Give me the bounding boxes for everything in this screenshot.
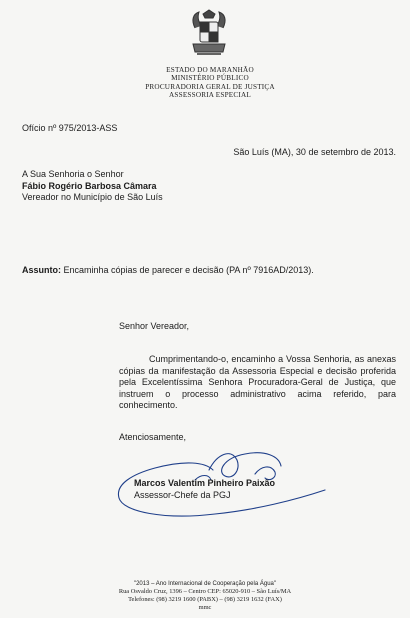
footer-address: Rua Osvaldo Cruz, 1396 – Centro CEP: 65020-910 – São Luís/MA [118, 588, 292, 595]
subject-line [22, 265, 314, 275]
footer [70, 580, 340, 612]
coat-of-arms-icon [189, 8, 229, 60]
recipient-title: A Sua Senhoria o Senhor [22, 169, 124, 179]
header-department: ASSESSORIA ESPECIAL [169, 91, 251, 100]
closing: Atenciosamente, [119, 432, 187, 442]
recipient-block [22, 169, 163, 204]
subject-label: Assunto: [22, 265, 61, 275]
signer-name: Marcos Valentim Pinheiro Paixão [134, 478, 276, 488]
signer-role: Assessor-Chefe da PGJ [134, 490, 231, 500]
letter-body: Cumprimentando-o, encaminho a Vossa Senhoria, as anexas cópias da manifestação da Assessoria Especial e decisão proferida pela Excelentíssima Senhora Procuradora-Geral de Justiça, que instruem o processo administrativo acima referido, para conhecimento. [119, 354, 396, 410]
salutation: Senhor Vereador, [119, 321, 190, 331]
header-state: ESTADO DO MARANHÃO [166, 66, 254, 74]
document-date: São Luís (MA), 30 de setembro de 2013. [233, 147, 396, 157]
subject-text: Encaminha cópias de parecer e decisão (PA nº 7916AD/2013). [61, 265, 314, 275]
header-ministry: MINISTÉRIO PÚBLICO [171, 74, 249, 83]
footer-initials: mmc [198, 604, 212, 611]
institution-header [130, 66, 290, 100]
footer-motto: "2013 – Ano Internacional de Cooperação pela Água" [133, 581, 277, 587]
recipient-role: Vereador no Município de São Luís [22, 192, 163, 202]
recipient-name: Fábio Rogério Barbosa Câmara [22, 180, 157, 191]
header-procuradoria: PROCURADORIA GERAL DE JUSTIÇA [145, 82, 275, 91]
footer-phones: Telefones: (98) 3219 1600 (PABX) – (98) 3219 1632 (FAX) [128, 596, 282, 603]
document-reference: Ofício nº 975/2013-ASS [22, 123, 118, 133]
